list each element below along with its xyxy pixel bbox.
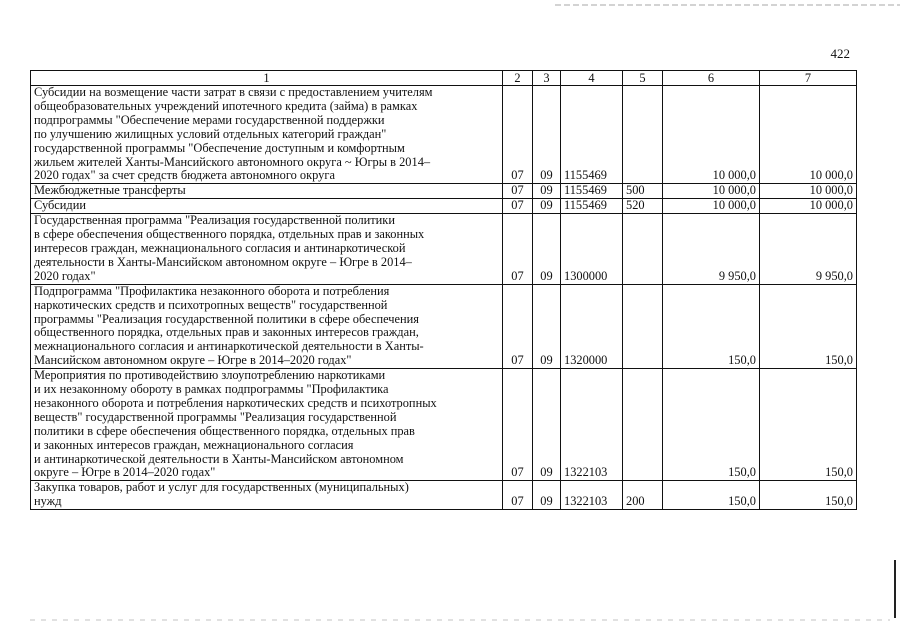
row-amount-col7: 150,0 — [760, 481, 857, 510]
row-subsection: 09 — [533, 184, 561, 199]
row-description: Подпрограмма "Профилактика незаконного оборота и потребления наркотических средств и психотропных веществ" государственной программы "Реализация государственной политики в сфере обеспечения общественного порядка, отдельных прав и законных интересов граждан, межнационального согласия и антинаркотической деятельности в Ханты- Мансийском автономном округе – Югре в 2014–2020 годах" — [31, 284, 503, 368]
row-amount-col6: 10 000,0 — [663, 184, 760, 199]
table-row — [31, 481, 857, 510]
row-amount-col6: 10 000,0 — [663, 86, 760, 184]
row-amount-col7: 10 000,0 — [760, 184, 857, 199]
row-target-code: 1300000 — [561, 214, 623, 285]
table-row — [31, 369, 857, 481]
row-section: 07 — [503, 199, 533, 214]
row-section: 07 — [503, 369, 533, 481]
row-section: 07 — [503, 86, 533, 184]
row-expense-type: 500 — [623, 184, 663, 199]
header-col-6: 6 — [663, 71, 760, 86]
header-row — [31, 71, 857, 86]
row-subsection: 09 — [533, 199, 561, 214]
row-description: Межбюджетные трансферты — [31, 184, 503, 199]
row-description: Субсидии на возмещение части затрат в связи с предоставлением учителям общеобразовательных учреждений ипотечного кредита (займа) в рамках подпрограммы "Обеспечение мерами государственной поддержки по улучшению жилищных условий отдельных категорий граждан" государственной программы "Обеспечение доступным и комфортным жильем жителей Ханты-Мансийского автономного округа ~ Югры в 2014– 2020 годах" за счет средств бюджета автономного округа — [31, 86, 503, 184]
row-amount-col7: 150,0 — [760, 284, 857, 368]
row-amount-col7: 9 950,0 — [760, 214, 857, 285]
row-expense-type — [623, 284, 663, 368]
header-col-2: 2 — [503, 71, 533, 86]
row-target-code: 1320000 — [561, 284, 623, 368]
page-number: 422 — [830, 46, 850, 61]
row-subsection: 09 — [533, 284, 561, 368]
row-section: 07 — [503, 214, 533, 285]
row-expense-type — [623, 86, 663, 184]
header-col-1: 1 — [31, 71, 503, 86]
row-subsection: 09 — [533, 481, 561, 510]
row-target-code: 1155469 — [561, 86, 623, 184]
table-row — [31, 184, 857, 199]
row-section: 07 — [503, 184, 533, 199]
header-col-7: 7 — [760, 71, 857, 86]
header-col-5: 5 — [623, 71, 663, 86]
header-col-4: 4 — [561, 71, 623, 86]
row-subsection: 09 — [533, 369, 561, 481]
row-amount-col6: 9 950,0 — [663, 214, 760, 285]
header-col-3: 3 — [533, 71, 561, 86]
row-target-code: 1155469 — [561, 199, 623, 214]
scan-artifact-edge — [894, 560, 896, 618]
row-amount-col7: 10 000,0 — [760, 199, 857, 214]
row-description: Субсидии — [31, 199, 503, 214]
scan-artifact-bottom — [30, 619, 890, 621]
row-expense-type — [623, 369, 663, 481]
row-expense-type: 200 — [623, 481, 663, 510]
table-header — [31, 71, 857, 86]
table-row — [31, 199, 857, 214]
row-section: 07 — [503, 481, 533, 510]
row-amount-col6: 150,0 — [663, 284, 760, 368]
row-description: Мероприятия по противодействию злоупотреблению наркотиками и их незаконному обороту в рамках подпрограммы "Профилактика незаконного оборота и потребления наркотических средств и психотропных веществ" государственной программы "Реализация государственной политики в сфере обеспечения общественного порядка, отдельных прав и законных интересов граждан, межнационального согласия и антинаркотической деятельности в Ханты-Мансийском автономном округе – Югре в 2014–2020 годах" — [31, 369, 503, 481]
row-description: Закупка товаров, работ и услуг для государственных (муниципальных) нужд — [31, 481, 503, 510]
row-target-code: 1322103 — [561, 369, 623, 481]
row-amount-col6: 150,0 — [663, 369, 760, 481]
row-subsection: 09 — [533, 214, 561, 285]
row-amount-col7: 150,0 — [760, 369, 857, 481]
table-row — [31, 284, 857, 368]
row-subsection: 09 — [533, 86, 561, 184]
row-amount-col7: 10 000,0 — [760, 86, 857, 184]
budget-table — [30, 70, 857, 510]
table-row — [31, 214, 857, 285]
row-target-code: 1155469 — [561, 184, 623, 199]
row-expense-type: 520 — [623, 199, 663, 214]
row-expense-type — [623, 214, 663, 285]
row-target-code: 1322103 — [561, 481, 623, 510]
row-amount-col6: 150,0 — [663, 481, 760, 510]
scan-artifact-top — [555, 4, 900, 6]
table-body — [31, 86, 857, 510]
table-row — [31, 86, 857, 184]
row-section: 07 — [503, 284, 533, 368]
row-amount-col6: 10 000,0 — [663, 199, 760, 214]
row-description: Государственная программа "Реализация государственной политики в сфере обеспечения общественного порядка, отдельных прав и законных интересов граждан, межнационального согласия и антинаркотической деятельности в Ханты-Мансийском автономном округе – Югре в 2014– 2020 годах" — [31, 214, 503, 285]
